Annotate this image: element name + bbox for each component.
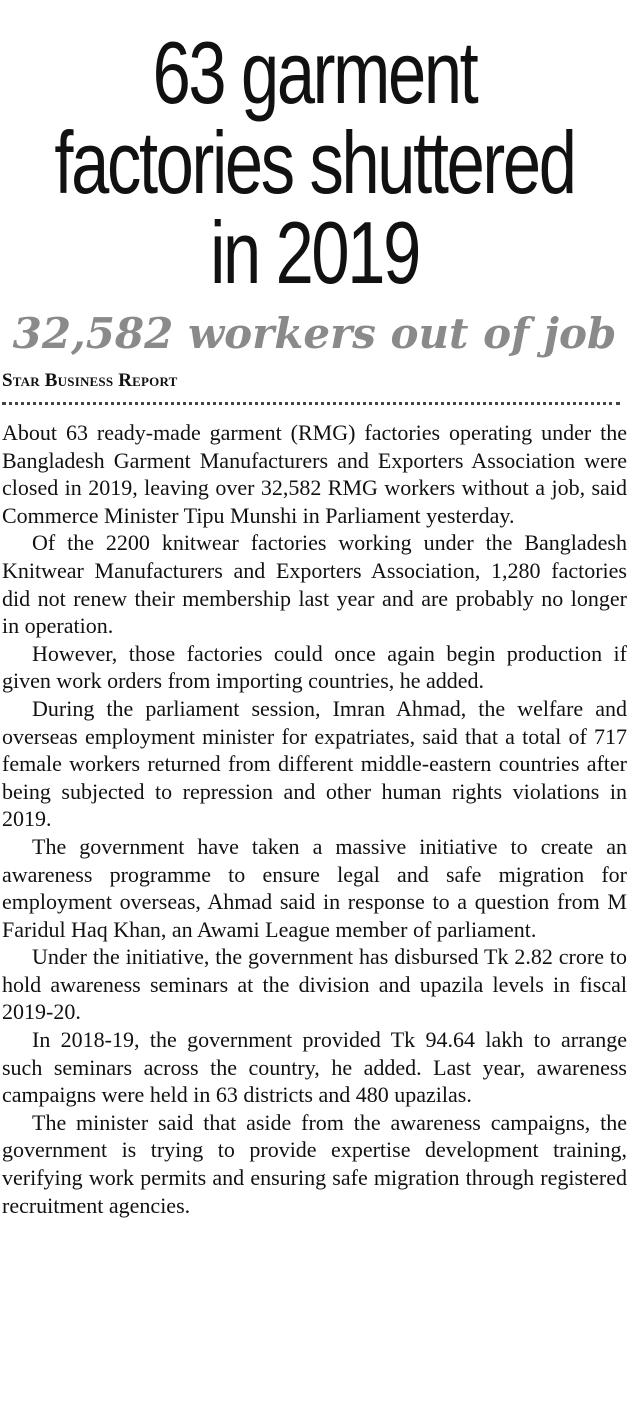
paragraph-4: During the parliament session, Imran Ahmad, the welfare and overseas employment minister for expatriates, said that a total of 717 female workers returned from different middle-eastern countries after being subjected to repression and other human rights violations in 2019. [2, 695, 627, 832]
paragraph-7: In 2018-19, the government provided Tk 94.64 lakh to arrange such seminars across the country, he added. Last year, awareness campaigns were held in 63 districts and 480 upazilas. [2, 1027, 627, 1108]
paragraph-2: Of the 2200 knitwear factories working under the Bangladesh Knitwear Manufacturers and Exporters Association, 1,280 factories did not renew their membership last year and are probably no longer in operation. [2, 530, 627, 639]
headline [1, 0, 629, 302]
headline-line-3: in 2019 [210, 203, 419, 302]
paragraph-8: The minister said that aside from the awareness campaigns, the government is trying to provide expertise development training, verifying work permits and ensuring safe migration through registered recruitment agencies. [2, 1109, 627, 1218]
paragraph-5: The government have taken a massive initiative to create an awareness programme to ensure legal and safe migration for employment overseas, Ahmad said in response to a question from M Faridul Haq Khan, an Awami League member of parliament. [2, 833, 627, 942]
dotted-divider [2, 396, 620, 405]
subheadline: 32,582 workers out of job [12, 309, 617, 358]
paragraph-3: However, those factories could once again begin production if given work orders from importing countries, he added. [2, 640, 627, 694]
headline-line-1: 63 garment [152, 23, 477, 122]
byline: Star Business Report [2, 370, 178, 391]
paragraph-1: About 63 ready-made garment (RMG) factories operating under the Bangladesh Garment Manufacturers and Exporters Association were closed in 2019, leaving over 32,582 RMG workers without a job, said Commerce Minister Tipu Munshi in Parliament yesterday. [2, 420, 627, 528]
paragraph-6: Under the initiative, the government has disbursed Tk 2.82 crore to hold awareness seminars at the division and upazila levels in fiscal 2019-20. [2, 944, 627, 1025]
article-body [2, 419, 627, 1219]
headline-line-2: factories shuttered [54, 113, 575, 212]
